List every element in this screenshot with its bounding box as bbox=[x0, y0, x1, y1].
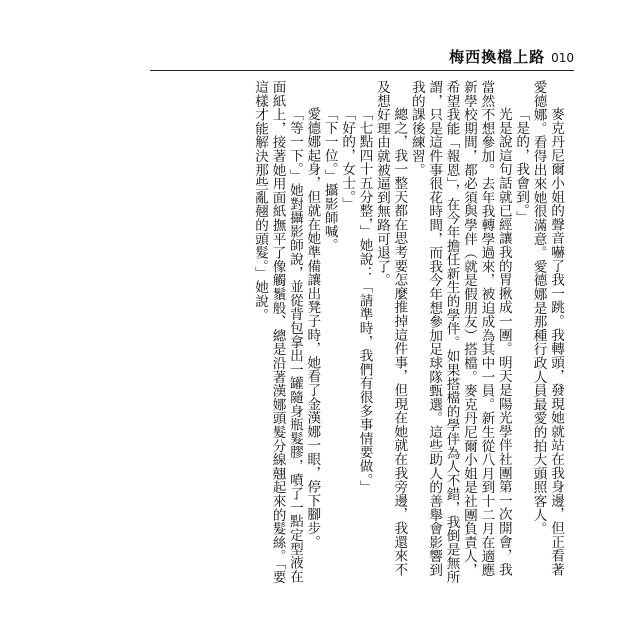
header-divider bbox=[150, 70, 574, 71]
paragraph: 「等一下。」她對攝影師說，並從背包拿出一罐隨身瓶髮膠，噴了一點定型液在面紙上，接著她用面紙撫平了像觸鬚般、總是沿著漢娜頭髮分線翹起來的髮絲。「要這樣才能解決那些亂翹的頭髮。」她說。 bbox=[252, 80, 303, 584]
paragraph: 「七點四十五分整，」她說：「請準時，我們有很多事情要做。」 bbox=[356, 107, 373, 494]
page-number: 010 bbox=[551, 51, 574, 65]
paragraph: 光是說這句話就已經讓我的胃揪成一團。明天是陽光學伴社團第一次開會，我當然不想參加。去年我轉學過來，被迫成為其中一員。新生從八月到十二月在適應新學校期間，都必須與學伴（就是假朋友）搭檔。麥克丹尼爾小姐是社團負責人，希望我能「報恩」，在今年擔任新生的學伴。如果搭檔的學伴為人不錯，我倒是無所謂，只是這件事很花時間，而我今年想參加足球隊甄選。這些助人的善舉會影響到我的課後練習。 bbox=[408, 80, 512, 584]
body-text bbox=[251, 80, 564, 590]
paragraph: 麥克丹尼爾小姐的聲音嚇了我一跳。我轉頭，發現她就站在我身邊，但正看著愛德娜。看得出來她很滿意。愛德娜是那種行政人員最愛的拍大頭照客人。 bbox=[530, 80, 564, 577]
paragraph: 「下一位。」攝影師喊。 bbox=[321, 107, 338, 253]
book-title: 梅西換檔上路 bbox=[449, 48, 546, 66]
running-header bbox=[449, 46, 574, 67]
paragraph: 「好的，女士。」 bbox=[339, 107, 356, 211]
paragraph: 總之，我一整天都在思考要怎麼推掉這件事，但現在她就在我旁邊，我還來不及想好理由就被逼到無路可退了。 bbox=[373, 80, 408, 577]
paragraph: 「是的，我會到。」 bbox=[513, 107, 530, 225]
paragraph: 愛德娜起身，但就在她準備讓出凳子時，她看了金漢娜一眼，停下腳步。 bbox=[304, 107, 321, 549]
